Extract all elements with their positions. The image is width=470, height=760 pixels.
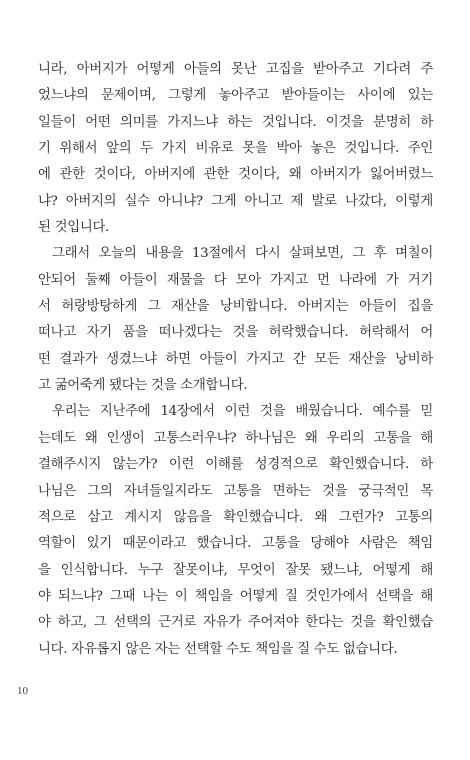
text-line: 그래서 오늘의 내용을 13절에서 다시 살펴보면, 그 후 며칠이 [52, 246, 433, 262]
text-line: 냐? 아버지의 실수 아니냐? 그게 아니고 제 발로 나갔다, 이렇게 [38, 193, 433, 209]
text-line: 었느냐의 문제이며, 그렇게 놓아주고 받아들이는 사이에 있는 [38, 88, 433, 104]
text-line: 야 하고, 그 선택의 근거로 자유가 주어져야 한다는 것을 확인했습 [38, 615, 433, 631]
text-line: 우리는 지난주에 14장에서 이런 것을 배웠습니다. 예수를 믿 [52, 404, 433, 420]
page-number: 10 [17, 685, 28, 697]
text-line: 야 되느냐? 그때 나는 이 책임을 어떻게 질 것인가에서 선택을 해 [38, 588, 433, 604]
text-line: 나님은 그의 자녀들일지라도 고통을 면하는 것을 궁극적인 목 [38, 483, 433, 499]
text-line: 일들이 어떤 의미를 가지느냐 하는 것입니다. 이것을 분명히 하 [38, 114, 433, 130]
text-line: 을 인식합니다. 누구 잘못이냐, 무엇이 잘못 됐느냐, 어떻게 해 [38, 562, 433, 578]
text-line: 떠나고 자기 품을 떠나겠다는 것을 허락했습니다. 허락해서 어 [38, 325, 433, 341]
text-line: 적으로 삼고 계시지 않음을 확인했습니다. 왜 그런가? 고통의 [38, 509, 433, 525]
text-line: 안되어 둘째 아들이 재물을 다 모아 가지고 먼 나라에 가 거기 [38, 272, 433, 288]
text-line: 니라, 아버지가 어떻게 아들의 못난 고집을 받아주고 기다려 주 [38, 62, 433, 77]
text-line: 는데도 왜 인생이 고통스러우냐? 하나님은 왜 우리의 고통을 해 [38, 430, 433, 446]
text-line: 에 관한 것이다, 아버지에 관한 것이다, 왜 아버지가 잃어버렸느 [38, 167, 433, 183]
text-line: 된 것입니다. [38, 220, 110, 236]
text-line: 기 위해서 앞의 두 가지 비유로 못을 박아 놓은 것입니다. 주인 [38, 141, 433, 157]
text-line: 니다. 자유롭지 않은 자는 선택할 수도 책임을 질 수도 없습니다. [38, 641, 398, 657]
paragraph-3 [38, 399, 433, 662]
text-line: 결해주시지 않는가? 이런 이해를 성경적으로 확인했습니다. 하 [38, 457, 433, 473]
paragraph-1 [38, 57, 433, 241]
text-line: 서 허랑방탕하게 그 재산을 낭비합니다. 아버지는 아들이 집을 [38, 299, 433, 315]
text-line: 고 굶어죽게 됐다는 것을 소개합니다. [38, 378, 248, 394]
text-line: 떤 결과가 생겼느냐 하면 아들이 가지고 간 모든 재산을 낭비하 [38, 351, 433, 367]
paragraph-2 [38, 241, 433, 399]
text-line: 역할이 있기 때문이라고 했습니다. 고통을 당해야 사람은 책임 [38, 536, 433, 552]
body-text [38, 57, 433, 663]
